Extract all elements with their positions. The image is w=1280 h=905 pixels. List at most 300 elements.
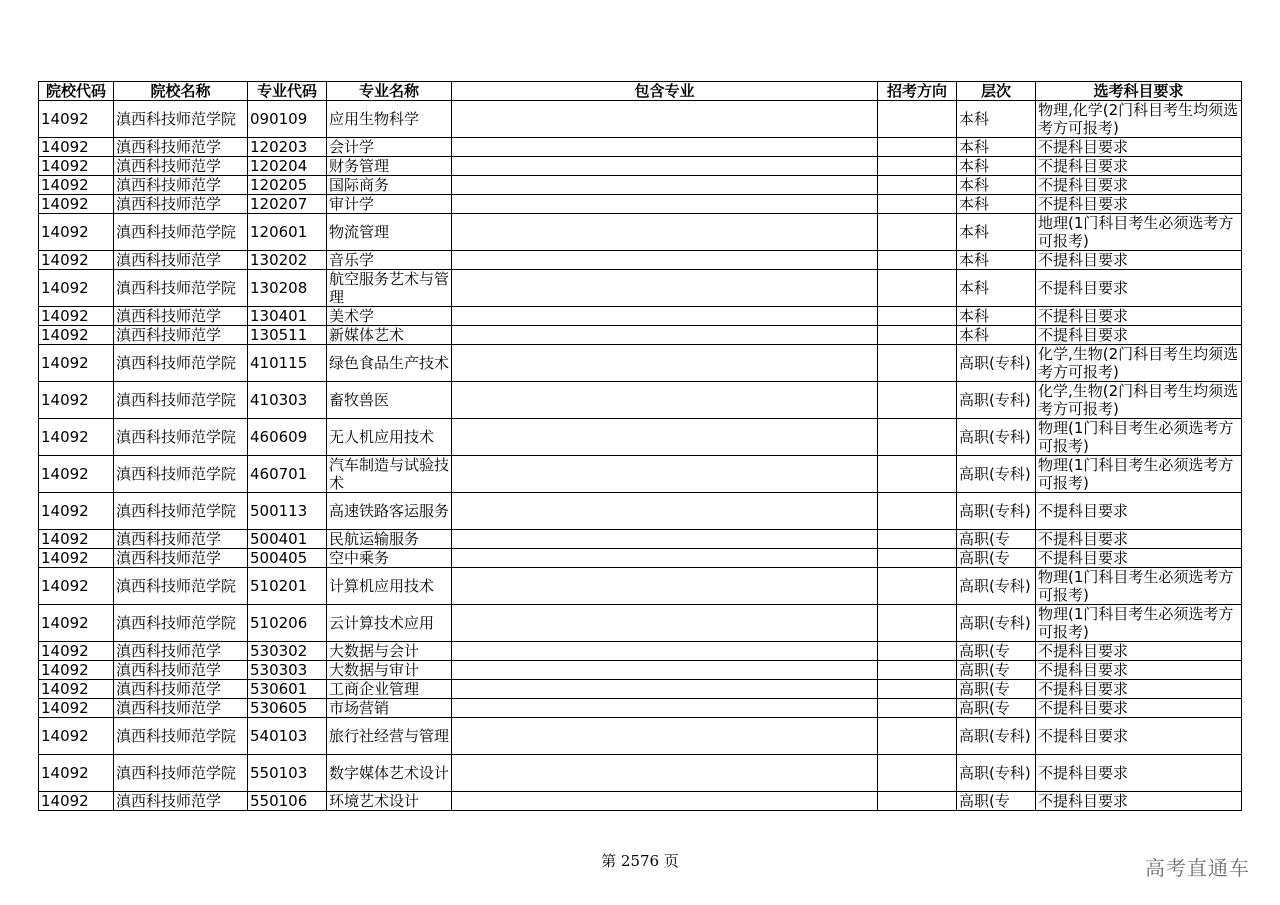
cell-school-name-text: 滇西科技师范学	[116, 307, 222, 325]
cell-level	[957, 157, 1036, 176]
cell-subject-requirement-text: 不提科目要求	[1038, 138, 1129, 156]
header-subject-requirement: 选考科目要求	[1036, 82, 1242, 101]
cell-level	[957, 419, 1036, 456]
cell-included-majors	[452, 549, 878, 568]
cell-subject-requirement-text: 物理(1门科目考生必须选考方可报考)	[1038, 605, 1234, 641]
cell-major-code	[248, 661, 327, 680]
cell-major-code	[248, 176, 327, 195]
cell-level	[957, 345, 1036, 382]
cell-included-majors	[452, 568, 878, 605]
cell-major-code-text: 530302	[250, 642, 308, 660]
cell-major-code-text: 130401	[250, 307, 308, 325]
cell-major-code	[248, 214, 327, 251]
cell-school-code-text: 14092	[41, 157, 89, 175]
cell-school-name	[114, 382, 248, 419]
cell-major-name-text: 绿色食品生产技术	[329, 354, 449, 372]
cell-school-name	[114, 549, 248, 568]
cell-level	[957, 176, 1036, 195]
cell-included-majors-text	[454, 642, 875, 660]
table-row	[39, 176, 1242, 195]
cell-school-code-text: 14092	[41, 530, 89, 548]
cell-school-code	[39, 661, 114, 680]
cell-included-majors-text	[454, 326, 875, 344]
cell-school-code	[39, 419, 114, 456]
cell-included-majors	[452, 101, 878, 138]
cell-school-code-text: 14092	[41, 764, 89, 782]
cell-direction	[878, 530, 957, 549]
cell-school-name	[114, 755, 248, 792]
header-level: 层次	[957, 82, 1036, 101]
cell-school-code-text: 14092	[41, 354, 89, 372]
cell-school-code	[39, 792, 114, 811]
cell-school-code-text: 14092	[41, 680, 89, 698]
cell-school-code-text: 14092	[41, 176, 89, 194]
cell-major-name-text: 畜牧兽医	[329, 391, 390, 409]
cell-school-code-text: 14092	[41, 661, 89, 679]
cell-school-code	[39, 307, 114, 326]
cell-school-name-text: 滇西科技师范学	[116, 195, 222, 213]
cell-major-code-text: 410115	[250, 354, 308, 372]
cell-school-name-text: 滇西科技师范学	[116, 157, 222, 175]
cell-direction	[878, 101, 957, 138]
watermark-text: 高考直通车	[1145, 856, 1250, 880]
cell-direction	[878, 382, 957, 419]
table-header-row	[39, 82, 1242, 101]
cell-level-text: 本科	[959, 326, 990, 344]
cell-major-code-text: 530605	[250, 699, 308, 717]
cell-included-majors-text	[454, 661, 875, 679]
cell-major-name-text: 数字媒体艺术设计	[329, 764, 449, 782]
cell-direction	[878, 270, 957, 307]
cell-subject-requirement	[1036, 326, 1242, 345]
cell-major-code	[248, 419, 327, 456]
cell-direction	[878, 605, 957, 642]
table-row	[39, 456, 1242, 493]
cell-major-name-text: 物流管理	[329, 223, 390, 241]
cell-major-code	[248, 755, 327, 792]
cell-major-name	[327, 251, 452, 270]
table-row	[39, 101, 1242, 138]
cell-direction	[878, 661, 957, 680]
cell-school-code	[39, 101, 114, 138]
cell-school-code	[39, 642, 114, 661]
cell-school-name-text: 滇西科技师范学院	[116, 502, 237, 520]
cell-direction	[878, 176, 957, 195]
cell-major-code-text: 530303	[250, 661, 308, 679]
cell-level-text: 高职(专科)	[959, 614, 1031, 632]
cell-level-text: 高职(专科)	[959, 465, 1031, 483]
cell-subject-requirement	[1036, 661, 1242, 680]
cell-subject-requirement	[1036, 419, 1242, 456]
cell-major-code-text: 120204	[250, 157, 308, 175]
cell-included-majors	[452, 699, 878, 718]
cell-school-code	[39, 605, 114, 642]
cell-school-name	[114, 792, 248, 811]
cell-direction	[878, 755, 957, 792]
cell-included-majors	[452, 680, 878, 699]
cell-major-name-text: 大数据与审计	[329, 661, 420, 679]
cell-direction-text	[880, 195, 954, 213]
cell-school-code	[39, 530, 114, 549]
cell-included-majors-text	[454, 138, 875, 156]
cell-subject-requirement	[1036, 176, 1242, 195]
cell-school-code-text: 14092	[41, 391, 89, 409]
cell-direction	[878, 493, 957, 530]
header-school-name: 院校名称	[114, 82, 248, 101]
cell-school-name	[114, 307, 248, 326]
cell-level-text: 高职(专	[959, 699, 1010, 717]
cell-school-code	[39, 251, 114, 270]
cell-school-name	[114, 101, 248, 138]
cell-included-majors-text	[454, 680, 875, 698]
cell-major-code	[248, 251, 327, 270]
cell-major-name	[327, 345, 452, 382]
table-row	[39, 214, 1242, 251]
table-row	[39, 680, 1242, 699]
cell-school-name-text: 滇西科技师范学院	[116, 428, 237, 446]
cell-school-name	[114, 642, 248, 661]
cell-major-code	[248, 270, 327, 307]
cell-major-name-text: 国际商务	[329, 176, 390, 194]
cell-included-majors	[452, 307, 878, 326]
cell-subject-requirement	[1036, 195, 1242, 214]
cell-major-name-text: 大数据与会计	[329, 642, 420, 660]
cell-subject-requirement	[1036, 605, 1242, 642]
cell-school-code	[39, 699, 114, 718]
cell-included-majors	[452, 138, 878, 157]
cell-school-code	[39, 549, 114, 568]
cell-level-text: 高职(专科)	[959, 502, 1031, 520]
cell-subject-requirement-text: 不提科目要求	[1038, 307, 1129, 325]
cell-school-name-text: 滇西科技师范学	[116, 326, 222, 344]
cell-level	[957, 270, 1036, 307]
cell-school-code-text: 14092	[41, 699, 89, 717]
cell-major-name	[327, 419, 452, 456]
cell-major-name	[327, 642, 452, 661]
cell-school-name-text: 滇西科技师范学	[116, 530, 222, 548]
cell-level	[957, 456, 1036, 493]
cell-subject-requirement-text: 不提科目要求	[1038, 157, 1129, 175]
cell-subject-requirement	[1036, 699, 1242, 718]
cell-level-text: 本科	[959, 157, 990, 175]
cell-direction	[878, 195, 957, 214]
cell-major-code-text: 460609	[250, 428, 308, 446]
cell-subject-requirement	[1036, 549, 1242, 568]
cell-included-majors	[452, 456, 878, 493]
cell-level	[957, 661, 1036, 680]
cell-school-name-text: 滇西科技师范学	[116, 176, 222, 194]
cell-subject-requirement-text: 不提科目要求	[1038, 502, 1129, 520]
cell-direction	[878, 456, 957, 493]
cell-major-name	[327, 307, 452, 326]
cell-level	[957, 568, 1036, 605]
cell-major-code	[248, 792, 327, 811]
cell-included-majors	[452, 605, 878, 642]
cell-level	[957, 605, 1036, 642]
cell-major-code	[248, 138, 327, 157]
cell-level	[957, 195, 1036, 214]
cell-direction-text	[880, 680, 954, 698]
cell-major-code	[248, 699, 327, 718]
cell-level	[957, 214, 1036, 251]
cell-school-code	[39, 755, 114, 792]
cell-major-name	[327, 568, 452, 605]
cell-major-name-text: 空中乘务	[329, 549, 390, 567]
cell-included-majors	[452, 251, 878, 270]
table-row	[39, 419, 1242, 456]
cell-school-name	[114, 718, 248, 755]
cell-school-code	[39, 345, 114, 382]
cell-included-majors	[452, 419, 878, 456]
header-school-code: 院校代码	[39, 82, 114, 101]
cell-major-name-text: 民航运输服务	[329, 530, 420, 548]
cell-subject-requirement	[1036, 307, 1242, 326]
cell-included-majors	[452, 176, 878, 195]
cell-level-text: 高职(专	[959, 530, 1010, 548]
cell-level	[957, 680, 1036, 699]
cell-school-code-text: 14092	[41, 279, 89, 297]
cell-subject-requirement	[1036, 157, 1242, 176]
cell-major-code-text: 090109	[250, 110, 308, 128]
cell-major-name-text: 航空服务艺术与管理	[329, 270, 449, 306]
cell-school-code-text: 14092	[41, 251, 89, 269]
cell-included-majors	[452, 755, 878, 792]
cell-direction	[878, 214, 957, 251]
cell-level-text: 高职(专科)	[959, 764, 1031, 782]
cell-level	[957, 792, 1036, 811]
table-row	[39, 530, 1242, 549]
cell-school-name-text: 滇西科技师范学院	[116, 727, 237, 745]
cell-level	[957, 138, 1036, 157]
cell-subject-requirement-text: 不提科目要求	[1038, 251, 1129, 269]
cell-major-name-text: 环境艺术设计	[329, 792, 420, 810]
cell-school-code	[39, 270, 114, 307]
cell-school-name-text: 滇西科技师范学	[116, 251, 222, 269]
cell-subject-requirement-text: 不提科目要求	[1038, 727, 1129, 745]
cell-major-code-text: 500113	[250, 502, 308, 520]
cell-school-code	[39, 382, 114, 419]
cell-major-name	[327, 270, 452, 307]
cell-direction-text	[880, 307, 954, 325]
header-included-majors: 包含专业	[452, 82, 878, 101]
cell-major-name-text: 审计学	[329, 195, 375, 213]
cell-school-code-text: 14092	[41, 642, 89, 660]
cell-major-name-text: 计算机应用技术	[329, 577, 435, 595]
cell-school-code-text: 14092	[41, 465, 89, 483]
cell-subject-requirement	[1036, 345, 1242, 382]
cell-included-majors	[452, 382, 878, 419]
cell-major-code	[248, 680, 327, 699]
cell-subject-requirement-text: 不提科目要求	[1038, 642, 1129, 660]
cell-major-code	[248, 530, 327, 549]
cell-included-majors	[452, 661, 878, 680]
cell-school-name	[114, 195, 248, 214]
cell-level	[957, 326, 1036, 345]
cell-included-majors	[452, 718, 878, 755]
cell-included-majors	[452, 642, 878, 661]
cell-school-name	[114, 138, 248, 157]
cell-major-code	[248, 605, 327, 642]
cell-school-code	[39, 493, 114, 530]
table-row	[39, 642, 1242, 661]
cell-major-name	[327, 755, 452, 792]
cell-direction-text	[880, 326, 954, 344]
cell-subject-requirement	[1036, 755, 1242, 792]
cell-level-text: 高职(专	[959, 549, 1010, 567]
cell-direction	[878, 157, 957, 176]
cell-school-code-text: 14092	[41, 223, 89, 241]
cell-school-name-text: 滇西科技师范学院	[116, 110, 237, 128]
cell-major-code-text: 120207	[250, 195, 308, 213]
cell-level-text: 本科	[959, 176, 990, 194]
cell-subject-requirement	[1036, 251, 1242, 270]
cell-major-code	[248, 568, 327, 605]
cell-major-code	[248, 157, 327, 176]
cell-school-code-text: 14092	[41, 110, 89, 128]
cell-major-name	[327, 214, 452, 251]
cell-major-name-text: 美术学	[329, 307, 375, 325]
cell-included-majors-text	[454, 792, 875, 810]
cell-subject-requirement-text: 物理(1门科目考生必须选考方可报考)	[1038, 568, 1234, 604]
cell-school-code-text: 14092	[41, 577, 89, 595]
cell-major-name	[327, 195, 452, 214]
cell-direction	[878, 792, 957, 811]
cell-school-name-text: 滇西科技师范学	[116, 792, 222, 810]
cell-direction-text	[880, 157, 954, 175]
cell-school-code	[39, 176, 114, 195]
table-row	[39, 138, 1242, 157]
cell-subject-requirement	[1036, 214, 1242, 251]
cell-major-name	[327, 718, 452, 755]
cell-major-name-text: 汽车制造与试验技术	[329, 456, 449, 492]
cell-school-name	[114, 270, 248, 307]
cell-school-name	[114, 568, 248, 605]
cell-included-majors	[452, 792, 878, 811]
table-row	[39, 157, 1242, 176]
cell-school-name-text: 滇西科技师范学院	[116, 354, 237, 372]
cell-direction	[878, 680, 957, 699]
table-body	[39, 101, 1242, 811]
cell-subject-requirement	[1036, 680, 1242, 699]
cell-subject-requirement-text: 不提科目要求	[1038, 764, 1129, 782]
cell-major-name-text: 市场营销	[329, 699, 390, 717]
cell-school-name-text: 滇西科技师范学院	[116, 465, 237, 483]
cell-major-code-text: 120203	[250, 138, 308, 156]
cell-school-name	[114, 345, 248, 382]
cell-included-majors-text	[454, 157, 875, 175]
cell-subject-requirement-text: 不提科目要求	[1038, 680, 1129, 698]
cell-subject-requirement	[1036, 718, 1242, 755]
cell-direction	[878, 549, 957, 568]
cell-level	[957, 493, 1036, 530]
cell-included-majors	[452, 493, 878, 530]
table-row	[39, 493, 1242, 530]
cell-school-code	[39, 568, 114, 605]
table-row	[39, 568, 1242, 605]
table-row	[39, 195, 1242, 214]
cell-level-text: 本科	[959, 110, 990, 128]
cell-school-name-text: 滇西科技师范学	[116, 699, 222, 717]
cell-school-code	[39, 326, 114, 345]
cell-major-name	[327, 549, 452, 568]
cell-school-code-text: 14092	[41, 428, 89, 446]
cell-level-text: 高职(专	[959, 661, 1010, 679]
cell-school-code-text: 14092	[41, 502, 89, 520]
cell-direction-text	[880, 251, 954, 269]
cell-subject-requirement-text: 不提科目要求	[1038, 792, 1129, 810]
cell-level-text: 高职(专科)	[959, 727, 1031, 745]
cell-level	[957, 755, 1036, 792]
cell-subject-requirement-text: 不提科目要求	[1038, 195, 1129, 213]
cell-school-name	[114, 419, 248, 456]
cell-school-name	[114, 157, 248, 176]
cell-subject-requirement-text: 物理(1门科目考生必须选考方可报考)	[1038, 456, 1234, 492]
cell-major-code	[248, 326, 327, 345]
cell-school-code-text: 14092	[41, 549, 89, 567]
cell-major-code-text: 510201	[250, 577, 308, 595]
cell-direction	[878, 326, 957, 345]
cell-major-code-text: 540103	[250, 727, 308, 745]
cell-school-name	[114, 176, 248, 195]
table-row	[39, 661, 1242, 680]
cell-level-text: 本科	[959, 251, 990, 269]
cell-major-name	[327, 792, 452, 811]
cell-included-majors	[452, 195, 878, 214]
cell-included-majors-text	[454, 530, 875, 548]
cell-major-code-text: 130202	[250, 251, 308, 269]
cell-school-name	[114, 605, 248, 642]
cell-included-majors-text	[454, 176, 875, 194]
cell-subject-requirement	[1036, 456, 1242, 493]
cell-level	[957, 382, 1036, 419]
cell-level	[957, 718, 1036, 755]
cell-included-majors	[452, 270, 878, 307]
cell-included-majors-text	[454, 307, 875, 325]
cell-major-name-text: 应用生物科学	[329, 110, 420, 128]
cell-level	[957, 251, 1036, 270]
cell-direction	[878, 568, 957, 605]
cell-level-text: 本科	[959, 138, 990, 156]
cell-subject-requirement	[1036, 382, 1242, 419]
cell-school-code	[39, 456, 114, 493]
cell-subject-requirement-text: 地理(1门科目考生必须选考方可报考)	[1038, 214, 1234, 250]
cell-school-code	[39, 680, 114, 699]
cell-direction-text	[880, 549, 954, 567]
cell-school-name	[114, 214, 248, 251]
cell-level-text: 本科	[959, 279, 990, 297]
cell-major-name-text: 云计算技术应用	[329, 614, 435, 632]
cell-subject-requirement-text: 物理(1门科目考生必须选考方可报考)	[1038, 419, 1234, 455]
cell-school-code	[39, 195, 114, 214]
cell-subject-requirement-text: 不提科目要求	[1038, 326, 1129, 344]
cell-included-majors	[452, 214, 878, 251]
cell-direction-text	[880, 792, 954, 810]
cell-school-name-text: 滇西科技师范学院	[116, 577, 237, 595]
cell-major-name	[327, 101, 452, 138]
header-direction: 招考方向	[878, 82, 957, 101]
cell-direction	[878, 345, 957, 382]
table-row	[39, 270, 1242, 307]
cell-school-name	[114, 326, 248, 345]
table-row	[39, 605, 1242, 642]
cell-school-name	[114, 251, 248, 270]
cell-major-code-text: 410303	[250, 391, 308, 409]
cell-major-name	[327, 138, 452, 157]
cell-major-name-text: 会计学	[329, 138, 375, 156]
cell-major-code-text: 550106	[250, 792, 308, 810]
table-row	[39, 251, 1242, 270]
cell-major-code-text: 120205	[250, 176, 308, 194]
